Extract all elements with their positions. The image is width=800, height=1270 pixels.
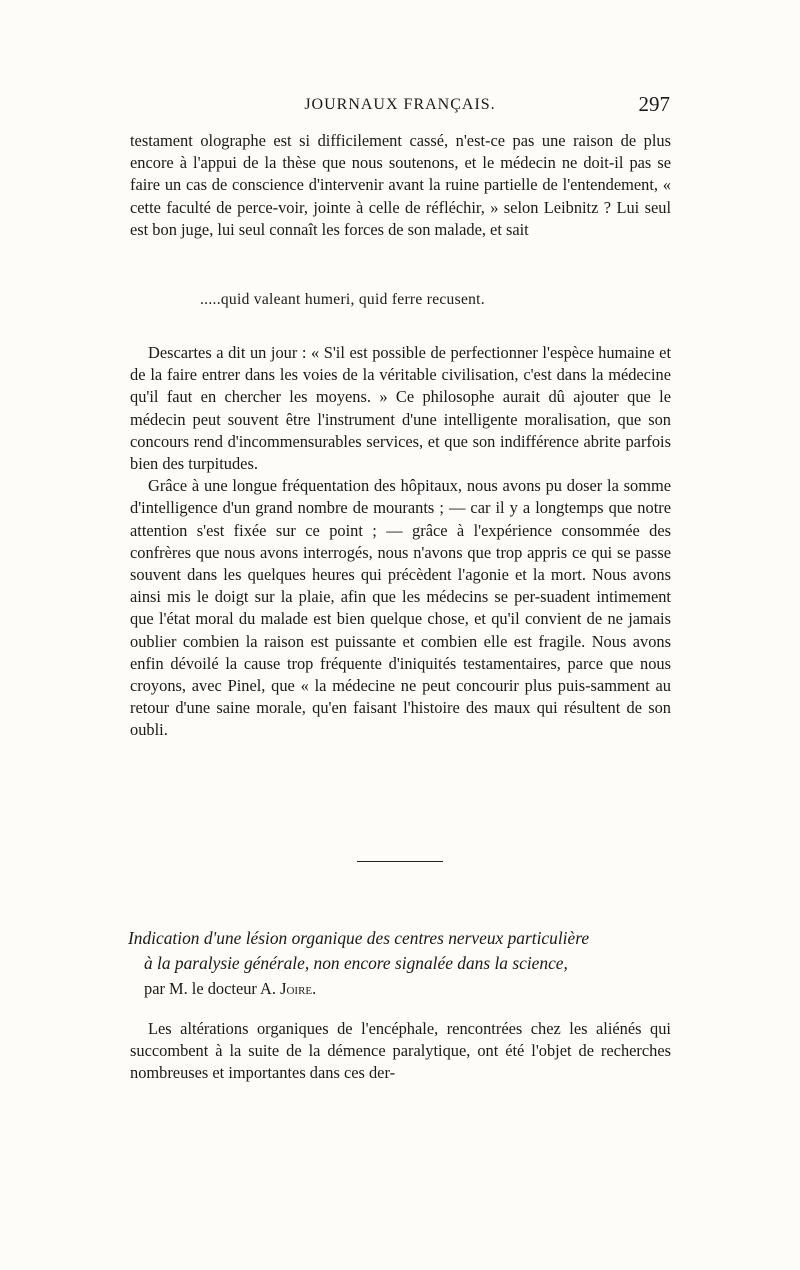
author-name: Joire.	[280, 979, 317, 998]
continued-paragraph	[130, 130, 671, 241]
page-number: 297	[638, 92, 670, 116]
hospital-paragraph: Grâce à une longue fréquentation des hôpitaux, nous avons pu doser la somme d'intelligence d'un grand nombre de mourants ; — car il y a longtemps que notre attention s'est fixée sur ce point ; — grâce à l'expérience consommée des confrères que nous avons interrogés, nous n'avons que trop appris ce qui se passe souvent dans les quelques heures qui précèdent l'agonie et la mort. Nous avons ainsi mis le doigt sur la plaie, afin que les médecins se per-suadent intimement que l'état moral du malade est bien quelque chose, et qu'il convient de ne jamais oublier combien la raison est puissante et combien elle est fragile. Nous avons enfin dévoilé la cause trop fréquente d'iniquités testamentaires, parce que nous croyons, avec Pinel, que « la médecine ne peut concourir plus puis-samment au retour d'une saine morale, qu'en faisant l'histoire des maux qui résultent de son oubli.	[130, 476, 671, 740]
article-title-line-2: à la paralysie générale, non encore signalée dans la science,	[144, 953, 568, 973]
article-body	[130, 1018, 671, 1085]
body-section	[130, 342, 671, 742]
article-title-line-1: Indication d'une lésion organique des centres nerveux particulière	[128, 928, 590, 948]
article-heading	[128, 926, 672, 1001]
byline-prefix: par M. le docteur A.	[144, 979, 276, 998]
article-first-paragraph: Les altérations organiques de l'encéphale, rencontrées chez les aliénés qui succombent à la suite de la démence paralytique, ont été l'objet de recherches nombreuses et importantes dans ces der-	[130, 1019, 671, 1083]
latin-quotation: .....quid valeant humeri, quid ferre recusent.	[200, 291, 485, 308]
section-divider	[357, 861, 443, 862]
article-byline	[128, 976, 672, 1001]
descartes-paragraph: Descartes a dit un jour : « S'il est possible de perfectionner l'espèce humaine et de la faire entrer dans les voies de la véritable civilisation, c'est dans la médecine qu'il faut en chercher les moyens. » Ce philosophe aurait dû ajouter que le médecin peut souvent être l'instrument d'une intelligente moralisation, que son concours rend d'incommensurables services, et que son indifférence abrite parfois bien des turpitudes.	[130, 343, 671, 474]
paragraph-text: testament olographe est si difficilement cassé, n'est-ce pas une raison de plus encore à l'appui de la thèse que nous soutenons, et le médecin ne doit-il pas se faire un cas de conscience d'intervenir avant la ruine partielle de l'entendement, « cette faculté de perce-voir, jointe à celle de réfléchir, » selon Leibnitz ? Lui seul est bon juge, lui seul connaît les forces de son malade, et sait	[130, 131, 671, 239]
running-title: JOURNAUX FRANÇAIS.	[304, 96, 496, 113]
running-head	[128, 92, 672, 120]
